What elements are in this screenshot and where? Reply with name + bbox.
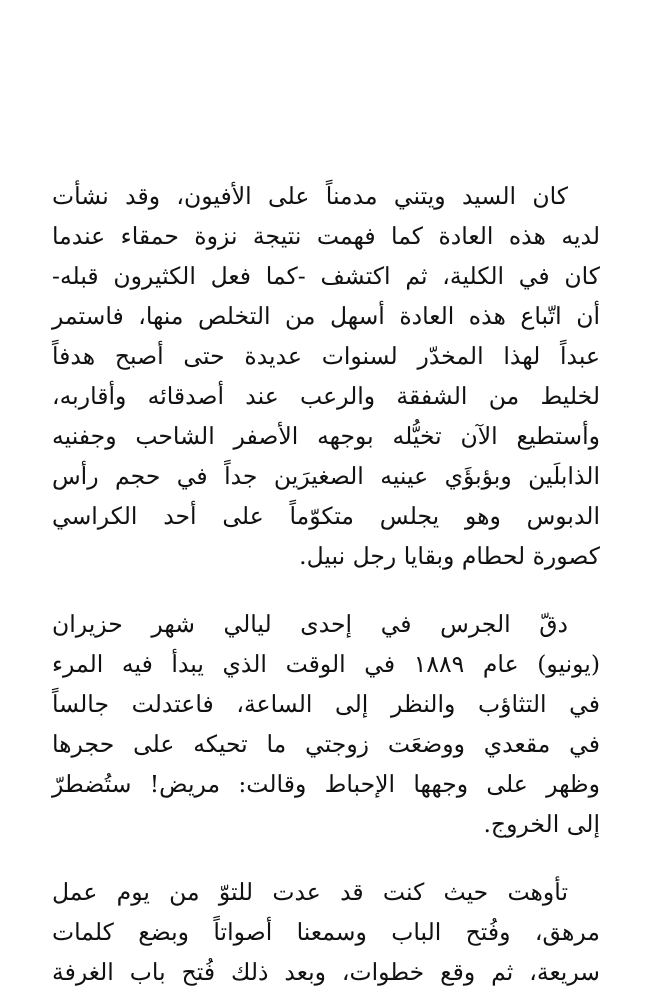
text-line: كان في الكلية، ثم اكتشف -كما فعل الكثيرون قبله- — [52, 262, 600, 290]
paragraph-3 — [52, 872, 600, 992]
text-line: كصورة لحطام وبقايا رجل نبيل. — [299, 542, 600, 570]
paragraph-2 — [52, 604, 600, 844]
text-line: إلى الخروج. — [483, 810, 600, 838]
text-line: دقّ الجرس في إحدى ليالي شهر حزيران — [52, 610, 568, 638]
text-line: في التثاؤب والنظر إلى الساعة، فاعتدلت جالساً — [52, 690, 600, 718]
text-line: في مقعدي ووضعَت زوجتي ما تحيكه على حجرها — [52, 730, 600, 758]
paragraph-1 — [52, 176, 600, 576]
text-line: مرهق، وفُتح الباب وسمعنا أصواتاً وبضع كلمات — [52, 918, 600, 946]
text-line: الذابلَين وبؤبؤَي عينيه الصغيرَين جداً في حجم رأس — [52, 462, 600, 490]
text-line: وأستطيع الآن تخيُّله بوجهه الأصفر الشاحب وجفنيه — [52, 422, 600, 450]
text-line: تأوهت حيث كنت قد عدت للتوّ من يوم عمل — [52, 878, 568, 906]
text-line: عبداً لهذا المخدّر لسنوات عديدة حتى أصبح هدفاً — [52, 342, 600, 370]
text-line: (يونيو) عام ١٨٨٩ في الوقت الذي يبدأ فيه المرء — [52, 650, 600, 678]
text-line: أن اتّباع هذه العادة أسهل من التخلص منها، فاستمر — [52, 302, 600, 330]
text-line: كان السيد ويتني مدمناً على الأفيون، وقد نشأت — [52, 182, 568, 210]
text-line: وظهر على وجهها الإحباط وقالت: مريض! ستُضطرّ — [52, 770, 600, 798]
text-line: لديه هذه العادة كما فهمت نتيجة نزوة حمقاء عندما — [52, 222, 600, 250]
text-line: الدبوس وهو يجلس متكوّماً على أحد الكراسي — [52, 502, 600, 530]
text-line: لخليط من الشفقة والرعب عند أصدقائه وأقاربه، — [52, 382, 600, 410]
book-page — [52, 176, 600, 992]
text-line: سريعة، ثم وقع خطوات، وبعد ذلك فُتح باب الغرفة — [52, 958, 600, 986]
